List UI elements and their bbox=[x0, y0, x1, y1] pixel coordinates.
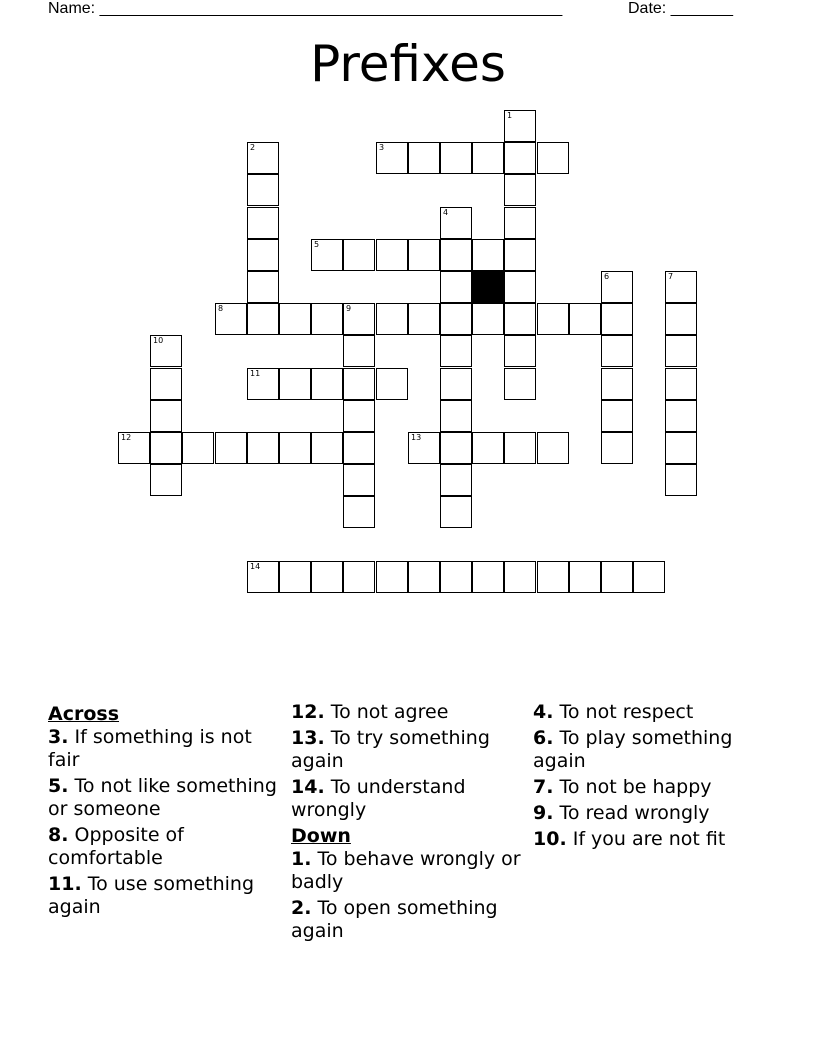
clue-down-2 bbox=[291, 897, 527, 943]
grid-cell[interactable] bbox=[247, 239, 279, 271]
grid-cell[interactable] bbox=[472, 432, 504, 464]
grid-cell[interactable] bbox=[408, 561, 440, 593]
grid-cell[interactable] bbox=[440, 561, 472, 593]
clue-column-1 bbox=[48, 701, 284, 922]
grid-cell[interactable] bbox=[601, 432, 633, 464]
grid-cell[interactable] bbox=[440, 368, 472, 400]
grid-cell[interactable] bbox=[343, 400, 375, 432]
grid-cell[interactable] bbox=[343, 368, 375, 400]
grid-cell[interactable] bbox=[247, 432, 279, 464]
grid-cell[interactable] bbox=[279, 432, 311, 464]
grid-cell[interactable] bbox=[665, 400, 697, 432]
clue-across-8 bbox=[48, 824, 284, 870]
grid-cell[interactable] bbox=[601, 561, 633, 593]
page-title: Prefixes bbox=[310, 35, 506, 93]
grid-cell[interactable] bbox=[343, 432, 375, 464]
grid-cell[interactable] bbox=[343, 239, 375, 271]
grid-cell[interactable] bbox=[247, 207, 279, 239]
grid-cell[interactable] bbox=[537, 303, 569, 335]
grid-cell[interactable] bbox=[311, 303, 343, 335]
clue-text: If something is not fair bbox=[48, 726, 252, 771]
grid-cell[interactable] bbox=[665, 464, 697, 496]
clue-column-2 bbox=[291, 701, 527, 946]
grid-cell[interactable] bbox=[343, 335, 375, 367]
clue-down-6 bbox=[533, 727, 769, 773]
clue-number: 8. bbox=[48, 824, 69, 846]
clue-number: 7. bbox=[533, 776, 554, 798]
cell-number: 8 bbox=[218, 304, 224, 313]
grid-cell[interactable] bbox=[440, 432, 472, 464]
clue-across-14 bbox=[291, 776, 527, 822]
grid-cell[interactable] bbox=[472, 142, 504, 174]
grid-cell[interactable] bbox=[665, 432, 697, 464]
grid-cell[interactable] bbox=[440, 303, 472, 335]
grid-cell[interactable] bbox=[376, 368, 408, 400]
grid-cell[interactable] bbox=[440, 142, 472, 174]
date-field-label: Date: _______ bbox=[628, 0, 733, 17]
grid-cell[interactable] bbox=[504, 142, 536, 174]
grid-cell[interactable] bbox=[665, 368, 697, 400]
clue-number: 10. bbox=[533, 828, 567, 850]
clue-number: 3. bbox=[48, 726, 69, 748]
grid-cell[interactable] bbox=[408, 303, 440, 335]
grid-cell[interactable] bbox=[601, 271, 633, 303]
clue-number: 11. bbox=[48, 873, 82, 895]
grid-cell[interactable] bbox=[150, 400, 182, 432]
grid-cell[interactable] bbox=[247, 142, 279, 174]
grid-cell[interactable] bbox=[247, 174, 279, 206]
grid-cell[interactable] bbox=[504, 207, 536, 239]
grid-cell[interactable] bbox=[343, 303, 375, 335]
clue-number: 4. bbox=[533, 701, 554, 723]
clue-number: 12. bbox=[291, 701, 325, 723]
clue-number: 1. bbox=[291, 848, 312, 870]
cell-number: 6 bbox=[604, 272, 610, 281]
grid-cell[interactable] bbox=[440, 271, 472, 303]
grid-cell[interactable] bbox=[408, 239, 440, 271]
cell-number: 5 bbox=[314, 240, 320, 249]
grid-cell[interactable] bbox=[504, 110, 536, 142]
grid-cell[interactable] bbox=[504, 271, 536, 303]
grid-cell[interactable] bbox=[537, 561, 569, 593]
grid-cell[interactable] bbox=[408, 432, 440, 464]
grid-cell[interactable] bbox=[376, 561, 408, 593]
grid-cell[interactable] bbox=[440, 400, 472, 432]
cell-number: 12 bbox=[121, 433, 132, 442]
grid-cell[interactable] bbox=[665, 271, 697, 303]
black-cell bbox=[472, 271, 504, 303]
grid-cell[interactable] bbox=[537, 142, 569, 174]
grid-cell[interactable] bbox=[601, 400, 633, 432]
grid-cell[interactable] bbox=[440, 464, 472, 496]
clue-down-7 bbox=[533, 776, 769, 799]
grid-cell[interactable] bbox=[150, 432, 182, 464]
grid-cell[interactable] bbox=[343, 464, 375, 496]
grid-cell[interactable] bbox=[440, 335, 472, 367]
grid-cell[interactable] bbox=[150, 368, 182, 400]
grid-cell[interactable] bbox=[343, 561, 375, 593]
cell-number: 2 bbox=[250, 143, 256, 152]
clue-text: Opposite of comfortable bbox=[48, 824, 184, 869]
grid-cell[interactable] bbox=[569, 561, 601, 593]
clue-text: To read wrongly bbox=[559, 802, 710, 824]
grid-cell[interactable] bbox=[569, 303, 601, 335]
clue-down-10 bbox=[533, 828, 769, 851]
clue-down-9 bbox=[533, 802, 769, 825]
clue-text: To not agree bbox=[330, 701, 449, 723]
clue-number: 5. bbox=[48, 775, 69, 797]
grid-cell[interactable] bbox=[504, 368, 536, 400]
grid-cell[interactable] bbox=[247, 303, 279, 335]
grid-cell[interactable] bbox=[311, 561, 343, 593]
grid-cell[interactable] bbox=[215, 303, 247, 335]
grid-cell[interactable] bbox=[215, 432, 247, 464]
cell-number: 1 bbox=[507, 111, 513, 120]
grid-cell[interactable] bbox=[311, 432, 343, 464]
clue-text: To not respect bbox=[559, 701, 694, 723]
grid-cell[interactable] bbox=[343, 496, 375, 528]
grid-cell[interactable] bbox=[504, 561, 536, 593]
grid-cell[interactable] bbox=[279, 303, 311, 335]
clue-column-3 bbox=[533, 701, 769, 854]
across-heading: Across bbox=[48, 703, 120, 725]
clue-number: 13. bbox=[291, 727, 325, 749]
grid-cell[interactable] bbox=[247, 271, 279, 303]
grid-cell[interactable] bbox=[440, 207, 472, 239]
grid-cell[interactable] bbox=[601, 335, 633, 367]
grid-cell[interactable] bbox=[504, 335, 536, 367]
grid-cell[interactable] bbox=[182, 432, 214, 464]
cell-number: 9 bbox=[346, 304, 352, 313]
grid-cell[interactable] bbox=[150, 464, 182, 496]
grid-cell[interactable] bbox=[440, 496, 472, 528]
grid-cell[interactable] bbox=[504, 239, 536, 271]
grid-cell[interactable] bbox=[247, 368, 279, 400]
grid-cell[interactable] bbox=[247, 561, 279, 593]
cell-number: 11 bbox=[250, 369, 261, 378]
grid-cell[interactable] bbox=[118, 432, 150, 464]
cell-number: 3 bbox=[379, 143, 385, 152]
grid-cell[interactable] bbox=[633, 561, 665, 593]
clue-text: To understand wrongly bbox=[291, 776, 466, 821]
grid-cell[interactable] bbox=[311, 239, 343, 271]
clue-down-1 bbox=[291, 848, 527, 894]
grid-cell[interactable] bbox=[408, 142, 440, 174]
clue-number: 9. bbox=[533, 802, 554, 824]
grid-cell[interactable] bbox=[376, 303, 408, 335]
grid-cell[interactable] bbox=[504, 303, 536, 335]
grid-cell[interactable] bbox=[601, 303, 633, 335]
grid-cell[interactable] bbox=[150, 335, 182, 367]
clue-text: To open something again bbox=[291, 897, 498, 942]
grid-cell[interactable] bbox=[376, 239, 408, 271]
grid-cell[interactable] bbox=[279, 561, 311, 593]
cell-number: 4 bbox=[443, 208, 449, 217]
clue-across-11 bbox=[48, 873, 284, 919]
name-field-label: Name: ____________________________________________________ bbox=[48, 0, 563, 17]
grid-cell[interactable] bbox=[472, 561, 504, 593]
grid-cell[interactable] bbox=[440, 239, 472, 271]
clue-number: 6. bbox=[533, 727, 554, 749]
grid-cell[interactable] bbox=[472, 303, 504, 335]
clue-number: 2. bbox=[291, 897, 312, 919]
grid-cell[interactable] bbox=[537, 432, 569, 464]
cell-number: 13 bbox=[411, 433, 422, 442]
clue-text: To not be happy bbox=[559, 776, 712, 798]
clue-text: To play something again bbox=[533, 727, 733, 772]
cell-number: 10 bbox=[153, 336, 164, 345]
grid-cell[interactable] bbox=[504, 174, 536, 206]
grid-cell[interactable] bbox=[279, 368, 311, 400]
clue-text: If you are not fit bbox=[572, 828, 726, 850]
clue-across-3 bbox=[48, 726, 284, 772]
grid-cell[interactable] bbox=[665, 335, 697, 367]
clue-text: To use something again bbox=[48, 873, 255, 918]
grid-cell[interactable] bbox=[311, 368, 343, 400]
clue-text: To behave wrongly or badly bbox=[291, 848, 521, 893]
cell-number: 7 bbox=[668, 272, 674, 281]
grid-cell[interactable] bbox=[504, 432, 536, 464]
grid-cell[interactable] bbox=[472, 239, 504, 271]
clue-text: To not like something or someone bbox=[48, 775, 277, 820]
clue-down-4 bbox=[533, 701, 769, 724]
down-heading: Down bbox=[291, 825, 351, 847]
clue-number: 14. bbox=[291, 776, 325, 798]
clue-across-12 bbox=[291, 701, 527, 724]
clue-across-13 bbox=[291, 727, 527, 773]
grid-cell[interactable] bbox=[665, 303, 697, 335]
clue-across-5 bbox=[48, 775, 284, 821]
cell-number: 14 bbox=[250, 562, 261, 571]
grid-cell[interactable] bbox=[601, 368, 633, 400]
grid-cell[interactable] bbox=[376, 142, 408, 174]
clue-text: To try something again bbox=[291, 727, 490, 772]
